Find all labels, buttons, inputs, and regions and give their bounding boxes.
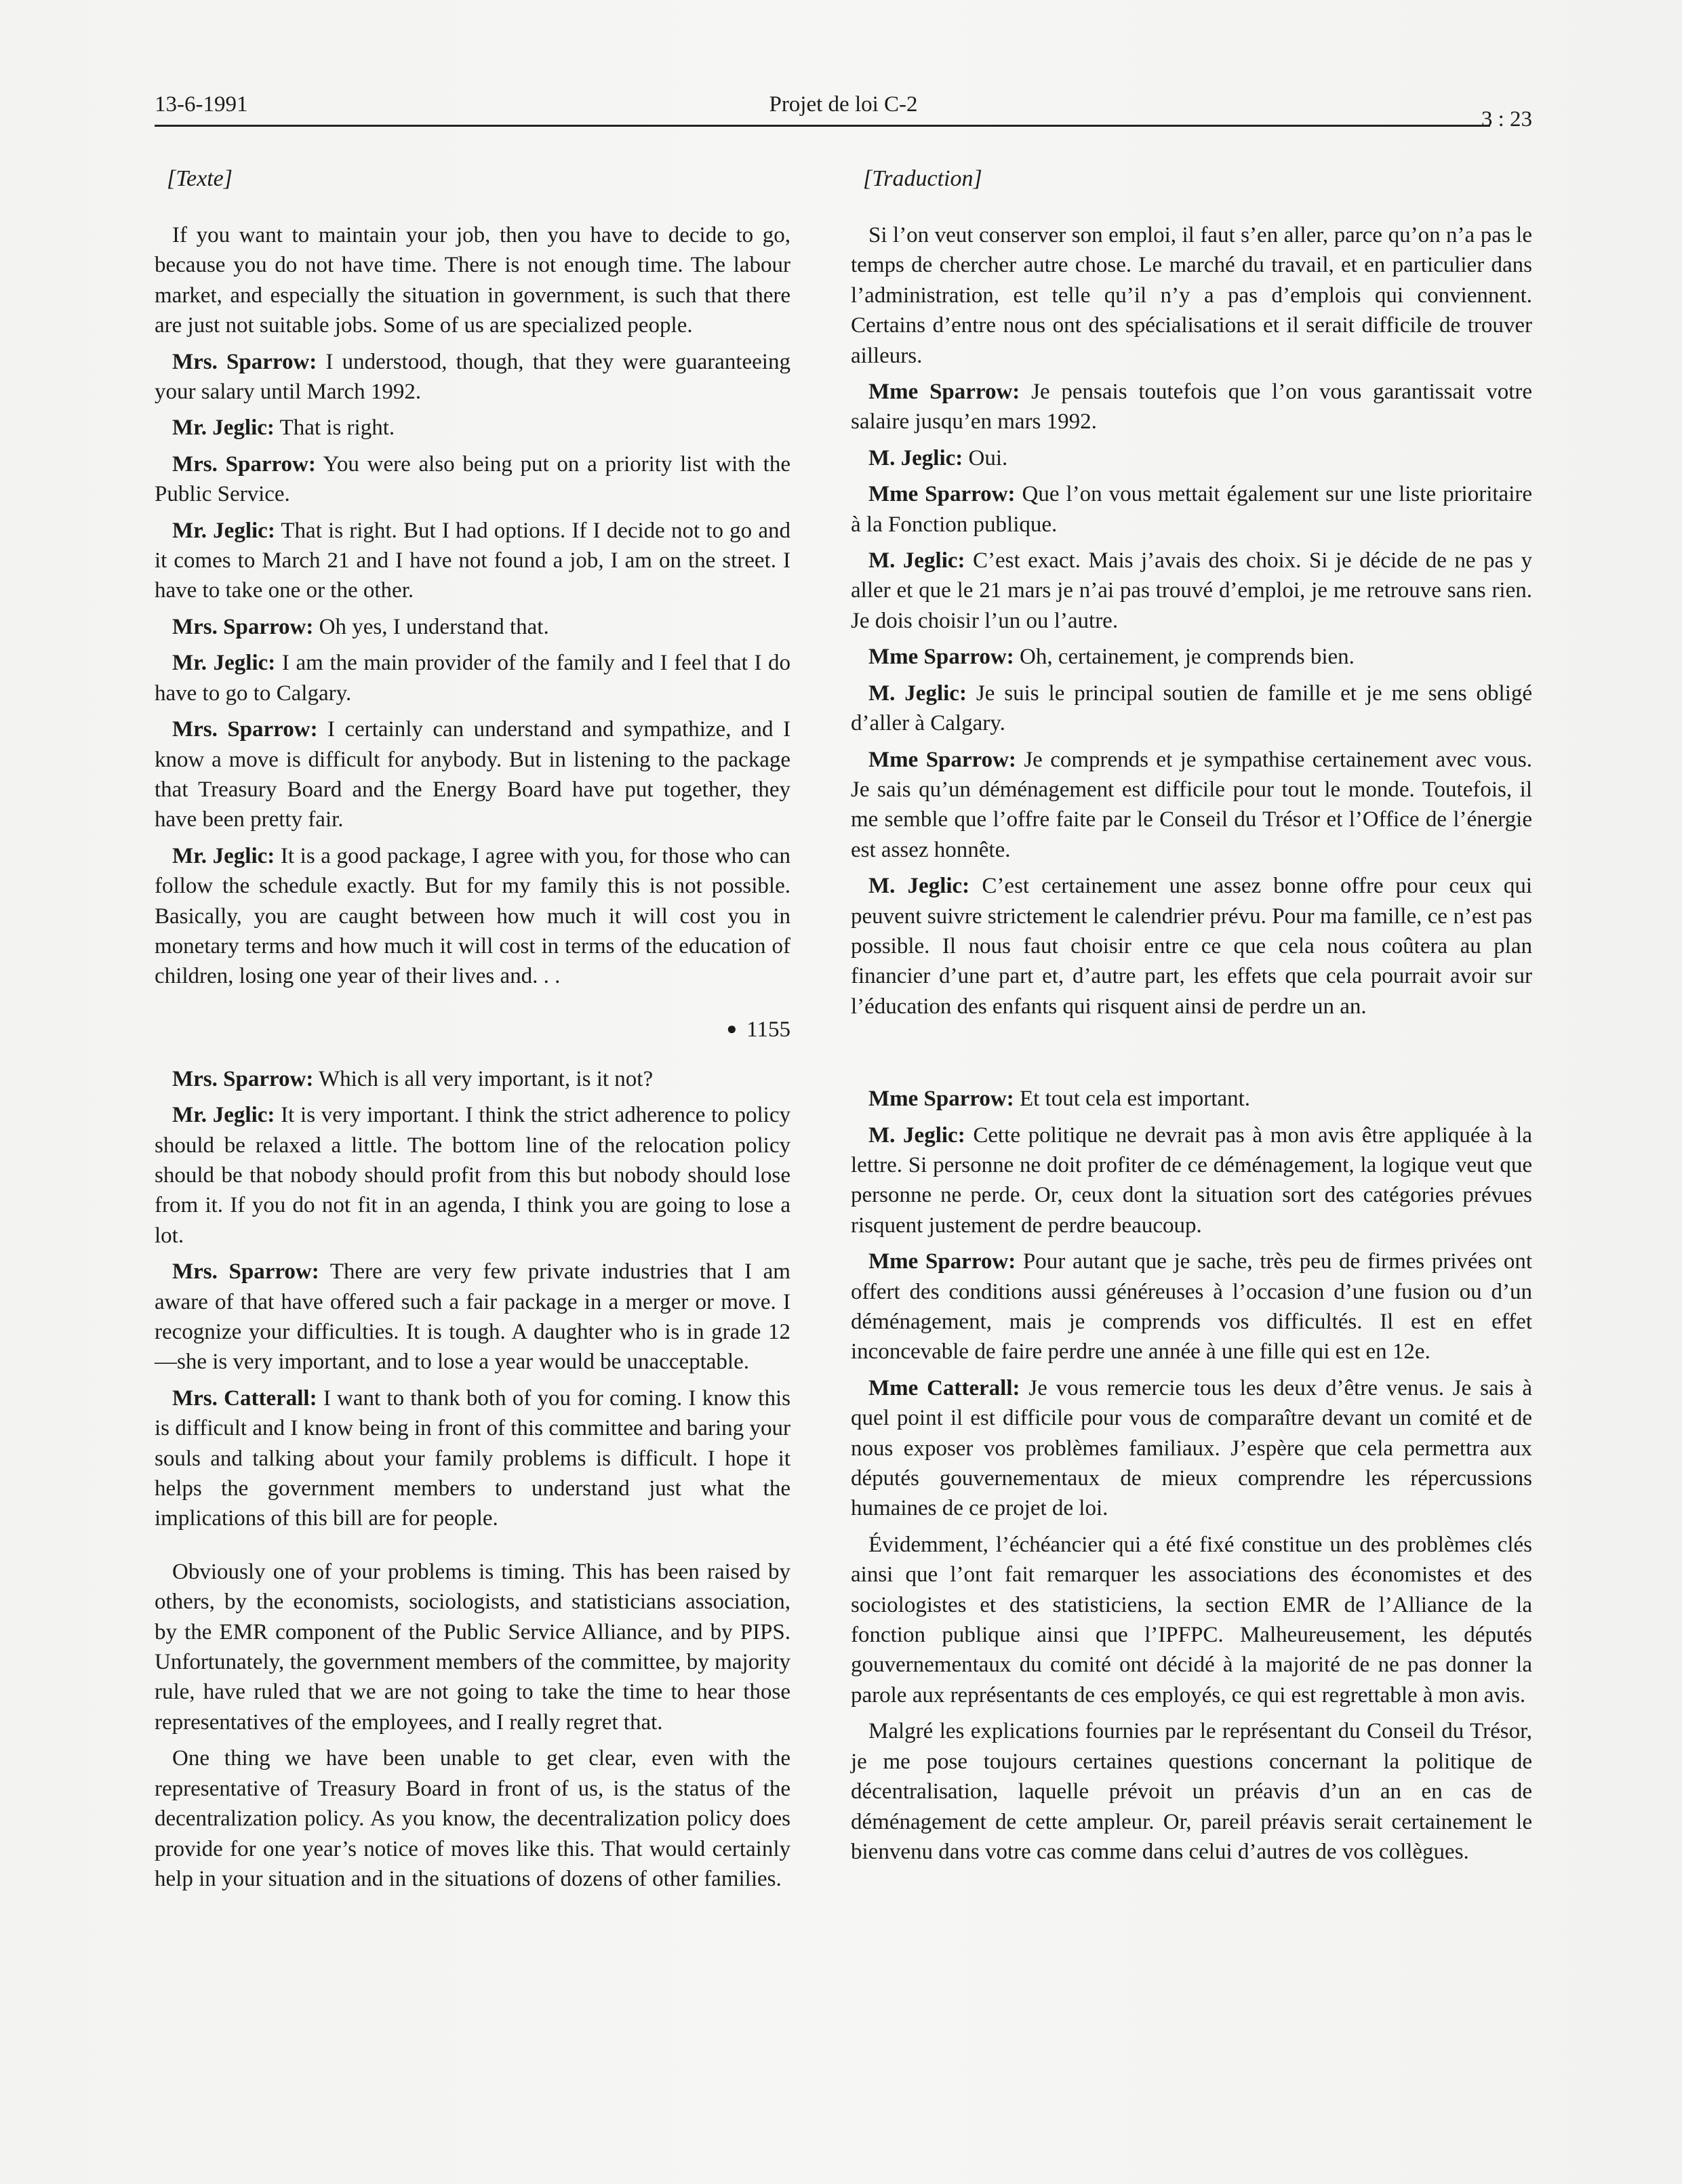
- paragraph: [155, 1743, 790, 1894]
- speech-paragraph: [851, 642, 1532, 672]
- speech-text: Je suis le principal soutien de famille et je me sens obligé d’aller à Calgary.: [851, 681, 1533, 736]
- speech-text: I am the main provider of the family and I feel that I do have to go to Calgary.: [155, 651, 791, 706]
- speech-paragraph: [155, 648, 790, 708]
- speech-text: Je comprends et je sympathise certainement avec vous. Je sais qu’un déménagement est difficile pour tout le monde. Toutefois, il me semble que l’offre faite par le Conseil du Trésor et l’Office de l’énergie est assez honnête.: [851, 747, 1532, 862]
- speech-text: That is right. But I had options. If I decide not to go and it comes to March 21 and I have not found a job, I am on the street. I have to take one or the other.: [155, 518, 790, 603]
- time-marker: [155, 1017, 790, 1043]
- speech-text: Et tout cela est important.: [1020, 1087, 1251, 1112]
- speech-text: Which is all very important, is it not?: [319, 1066, 654, 1091]
- paragraph: [155, 220, 790, 341]
- speaker-name: M. Jeglic:: [868, 1123, 965, 1148]
- speech-paragraph: [851, 1084, 1532, 1114]
- speech-paragraph: [851, 377, 1532, 437]
- header-date: 13-6-1991: [155, 92, 248, 117]
- header-rule: [155, 125, 1490, 127]
- speech-paragraph: [851, 1247, 1532, 1367]
- speech-text: Oui.: [968, 445, 1008, 470]
- paragraph-text: Évidemment, l’échéancier qui a été fixé constitue un des problèmes clés ainsi que l’ont fait remarquer les associations des économistes et des sociologistes et des statisticiens, la section EMR de l’Alliance de la fonction publique ainsi que l’IPFPC. Malheureusement, les députés gouvernementaux du comité ont décidé à la majorité de ne pas donner la parole aux représentants de ces employés, ce qui est regrettable à mon avis.: [851, 1532, 1532, 1707]
- speaker-name: Mrs. Sparrow:: [172, 614, 314, 639]
- speech-paragraph: [155, 1064, 790, 1094]
- column-label-texte: [Texte]: [167, 166, 233, 191]
- bullet-icon: ●: [726, 1018, 738, 1038]
- speech-text: C’est certainement une assez bonne offre pour ceux qui peuvent suivre strictement le calendrier prévu. Pour ma famille, ce n’est pas possible. Il nous faut choisir entre ce que cela nous coûtera au plan financier d’une part et, d’autre part, les effets que cela pourrait avoir sur l’éducation des enfants qui risquent ainsi de perdre un an.: [851, 874, 1532, 1019]
- speech-paragraph: [851, 1120, 1532, 1241]
- speech-paragraph: [155, 1257, 790, 1377]
- speech-paragraph: [155, 413, 790, 443]
- paragraph: [851, 1716, 1532, 1867]
- speech-paragraph: [155, 347, 790, 407]
- paragraph: [155, 1557, 790, 1737]
- speech-paragraph: [851, 745, 1532, 866]
- speaker-name: Mr. Jeglic:: [172, 416, 275, 441]
- time-marker-text: 1155: [746, 1017, 790, 1042]
- speaker-name: Mr. Jeglic:: [172, 518, 275, 543]
- speaker-name: Mme Sparrow:: [868, 1087, 1014, 1112]
- paragraph: [851, 1530, 1532, 1710]
- speech-text: Que l’on vous mettait également sur une liste prioritaire à la Fonction publique.: [851, 482, 1533, 537]
- speaker-name: Mrs. Sparrow:: [172, 1259, 319, 1285]
- column-label-traduction: [Traduction]: [863, 166, 982, 191]
- speaker-name: Mrs. Catterall:: [172, 1386, 317, 1411]
- page-header: [155, 87, 1532, 132]
- speaker-name: Mme Sparrow:: [868, 380, 1020, 405]
- speech-paragraph: [155, 841, 790, 992]
- speech-text: Je pensais toutefois que l’on vous garantissait votre salaire jusqu’en mars 1992.: [851, 380, 1532, 434]
- french-column: [851, 166, 1532, 1873]
- speech-paragraph: [851, 443, 1532, 473]
- speech-paragraph: [851, 1373, 1532, 1524]
- speaker-name: M. Jeglic:: [868, 681, 967, 706]
- speech-text: Oh, certainement, je comprends bien.: [1020, 645, 1355, 670]
- paragraph: [851, 220, 1532, 371]
- header-title: Projet de loi C-2: [769, 92, 918, 117]
- speech-paragraph: [851, 479, 1532, 540]
- speech-text: Oh yes, I understand that.: [319, 614, 549, 639]
- speaker-name: Mme Catterall:: [868, 1375, 1020, 1400]
- speech-paragraph: [155, 1100, 790, 1251]
- speech-text: I want to thank both of you for coming. I know this is difficult and I know being in front of this committee and baring your souls and talking about your family problems is difficult. I hope it helps the government members to understand just what the implications of this bill are for people.: [155, 1386, 790, 1531]
- header-page-number: 3 : 23: [1481, 107, 1532, 132]
- speaker-name: Mme Sparrow:: [868, 747, 1016, 772]
- speech-paragraph: [155, 714, 790, 835]
- speech-text: That is right.: [279, 416, 395, 441]
- speech-paragraph: [851, 546, 1532, 636]
- speaker-name: M. Jeglic:: [868, 445, 963, 470]
- paragraph-text: Malgré les explications fournies par le représentant du Conseil du Trésor, je me pose toujours certaines questions concernant la politique de décentralisation, laquelle prévoit un préavis d’un an en cas de déménagement de cette ampleur. Or, pareil préavis serait certainement le bienvenu dans votre cas comme dans celui d’autres de vos collègues.: [851, 1719, 1532, 1864]
- speech-text: I understood, though, that they were guaranteeing your salary until March 1992.: [155, 349, 790, 405]
- paragraph-text: Obviously one of your problems is timing. This has been raised by others, by the economists, sociologists, and statisticians association, by the EMR component of the Public Service Alliance, and by PIPS. Unfortunately, the government members of the committee, by majority rule, have ruled that we are not going to take the time to hear those representatives of the employees, and I really regret that.: [155, 1559, 790, 1735]
- speaker-name: Mme Sparrow:: [868, 482, 1016, 507]
- speech-paragraph: [155, 449, 790, 510]
- speaker-name: M. Jeglic:: [868, 548, 965, 573]
- speech-text: It is a good package, I agree with you, for those who can follow the schedule exactly. But for my family this is not possible. Basically, you are caught between how much it will cost you in monetary terms and how much it will cost in terms of the education of children, losing one year of their lives and. . .: [155, 843, 790, 989]
- speech-text: Pour autant que je sache, très peu de firmes privées ont offert des conditions aussi généreuses à l’occasion d’une fusion ou d’un déménagement, mais je comprends vos difficultés. Il est en effet inconcevable de faire perdre une année à une fille qui est en 12e.: [851, 1249, 1532, 1364]
- speaker-name: M. Jeglic:: [868, 874, 970, 899]
- speaker-name: Mrs. Sparrow:: [172, 1066, 314, 1091]
- english-column: [155, 166, 790, 1900]
- column-label-text: Traduction: [872, 166, 974, 191]
- speech-text: There are very few private industries that I am aware of that have offered such a fair package in a merger or move. I recognize your difficulties. It is tough. A daughter who is in grade 12—she is very important, and to lose a year would be unacceptable.: [155, 1259, 790, 1375]
- speaker-name: Mr. Jeglic:: [172, 843, 275, 868]
- speech-text: You were also being put on a priority list with the Public Service.: [155, 451, 790, 507]
- paragraph-text: If you want to maintain your job, then you have to decide to go, because you do not have time. There is not enough time. The labour market, and especially the situation in government, is such that there are just not suitable jobs. Some of us are specialized people.: [155, 223, 790, 338]
- speaker-name: Mrs. Sparrow:: [172, 717, 318, 742]
- speech-text: I certainly can understand and sympathize, and I know a move is difficult for anybody. But in listening to the package that Treasury Board and the Energy Board have put together, they have been pretty fair.: [155, 717, 790, 832]
- column-label-text: Texte: [176, 166, 224, 191]
- speaker-name: Mr. Jeglic:: [172, 1103, 275, 1128]
- speech-text: Je vous remercie tous les deux d’être venus. Je sais à quel point il est difficile pour vous de comparaître devant un comité et de nous exposer vos problèmes familiaux. J’espère que cela permettra aux députés gouvernementaux de mieux comprendre les répercussions humaines de ce projet de loi.: [851, 1375, 1533, 1521]
- speaker-name: Mme Sparrow:: [868, 1249, 1016, 1274]
- speaker-name: Mrs. Sparrow:: [172, 451, 316, 477]
- speaker-name: Mr. Jeglic:: [172, 651, 276, 676]
- speech-text: C’est exact. Mais j’avais des choix. Si je décide de ne pas y aller et que le 21 mars je n’ai pas trouvé d’emploi, je me retrouve sans rien. Je dois choisir l’un ou l’autre.: [851, 548, 1532, 633]
- speech-text: Cette politique ne devrait pas à mon avis être appliquée à la lettre. Si personne ne doit profiter de ce déménagement, la logique veut que personne ne perde. Or, ceux dont la situation sort des catégories prévues risquent justement de perdre beaucoup.: [851, 1123, 1533, 1238]
- paragraph-text: One thing we have been unable to get clear, even with the representative of Treasury Board in front of us, is the status of the decentralization policy. As you know, the decentralization policy does provide for one year’s notice of moves like this. That would certainly help in your situation and in the situations of dozens of other families.: [155, 1746, 790, 1891]
- speech-paragraph: [155, 516, 790, 606]
- speaker-name: Mme Sparrow:: [868, 645, 1014, 670]
- paragraph-text: Si l’on veut conserver son emploi, il faut s’en aller, parce qu’on n’a pas le temps de chercher autre chose. Le marché du travail, et en particulier dans l’administration, est telle qu’il n’y a pas d’emplois qui conviennent. Certains d’entre nous ont des spécialisations et il serait difficile de trouver ailleurs.: [851, 223, 1532, 368]
- speech-paragraph: [851, 679, 1532, 739]
- speech-paragraph: [851, 871, 1532, 1022]
- speech-text: It is very important. I think the strict adherence to policy should be relaxed a little. The bottom line of the relocation policy should be that nobody should profit from this but nobody should lose from it. If you do not fit in an agenda, I think you are going to lose a lot.: [155, 1103, 790, 1248]
- speech-paragraph: [155, 612, 790, 642]
- speech-paragraph: [155, 1383, 790, 1534]
- speaker-name: Mrs. Sparrow:: [172, 349, 317, 374]
